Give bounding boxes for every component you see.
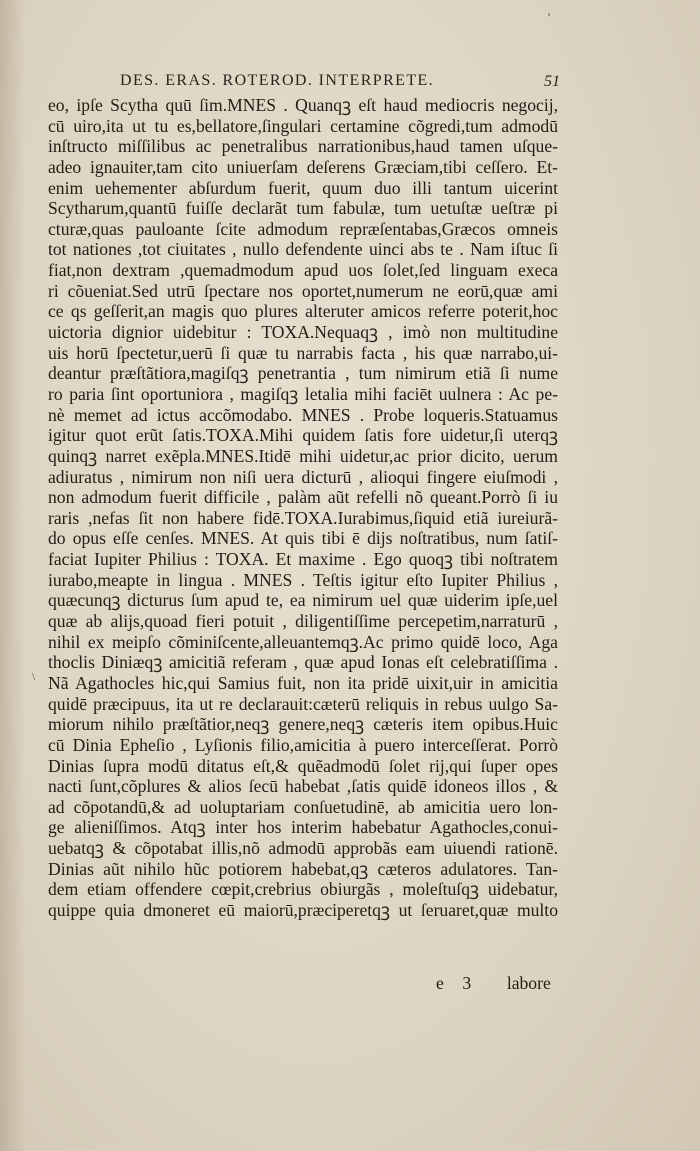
text-line: nè memet ad ictus accõmodabo. MNES . Probe loqueris.Statuamus bbox=[48, 404, 558, 425]
text-line: uis horū ſpectetur,uerū ſi quæ tu narrabis facta , his quæ narrabo,ui- bbox=[48, 342, 558, 363]
text-line: cturæ,quas pauloante ſcite admodum repræſentabas,Græcos omneis bbox=[48, 218, 558, 239]
text-line: Dinias ſupra modū ditatus eſt,& quẽadmodū ſolet rĳ,qui ſuper opes bbox=[48, 755, 558, 776]
text-line: Dinias aũt nihilo hũc potiorem habebat,qꝫ cæteros adulatores. Tan- bbox=[48, 858, 558, 879]
binding-shadow bbox=[0, 0, 26, 1151]
text-line: quidē præcipuus, ita ut re declarauit:cæterū reliquis in rebus uulgo Sa- bbox=[48, 693, 558, 714]
text-line: thoclis Diniæqꝫ amicitiã referam , quæ apud Ionas eſt celebratiſſima . bbox=[48, 652, 558, 673]
text-line: eo, ipſe Scytha quū ſim.MNES . Quanqꝫ eſt haud mediocris negocij, bbox=[48, 95, 558, 115]
text-line: faciat Iupiter Philius : TOXA. Et maxime . Ego quoqꝫ tibi noſtratem bbox=[48, 549, 558, 570]
text-line: deantur præſtãtiora,magiſqꝫ penetrantia , tum nimirum etiã ſi nume bbox=[48, 363, 558, 384]
catchword: labore bbox=[506, 973, 551, 993]
text-line: miorum nihilo præſtãtior,neqꝫ genere,neqꝫ cæteris item opibus.Huic bbox=[48, 714, 558, 735]
text-line: cū Dinia Epheſio , Lyſionis filio,amicitia à puero interceſſerat. Porrò bbox=[48, 734, 558, 755]
text-line: quæcunqꝫ dicturus ſum apud te, ea nimirum uel quæ uiderim ipſe,uel bbox=[48, 590, 558, 611]
running-head: DES. ERAS. ROTEROD. INTERPRETE. bbox=[120, 72, 435, 89]
text-line: cū uiro,ita ut tu es,bellatore,ſingulari certamine cõgredi,tum admodū bbox=[48, 115, 558, 136]
text-line: adeo ignauiter,tam cito uniuerſam deſerens Græciam,tibi ceſſero. Et- bbox=[48, 156, 558, 177]
text-line: Scytharum,quantū fuiſſe declarãt tum fabulæ, tum uetuſtæ ueſtræ pi bbox=[48, 198, 558, 219]
signature-line bbox=[436, 973, 551, 994]
text-line: nihil ex meipſo cõminiſcente,alleuantemqꝫ.Ac primo quidē loco, Aga bbox=[48, 631, 558, 652]
text-line: Nã Agathocles hic,qui Samius fuit, non ita pridē uixit,uir in amicitia bbox=[48, 672, 558, 693]
text-line: quæ ab alijs,quoad fieri potuit , diligentiſſime percepetim,narraturū , bbox=[48, 611, 558, 632]
text-line: dem etiam offendere cœpit,crebrius obiurgãs , moleſtuſqꝫ uidebatur, bbox=[48, 879, 558, 900]
text-line: inſtructo miſſilibus ac penetralibus narrationibus,haud tamen uſque- bbox=[48, 136, 558, 157]
margin-mark: \ bbox=[32, 671, 36, 683]
text-line: raris ,nefas ſit non habere fidē.TOXA.Iurabimus,ſiquid etiã iureiurã- bbox=[48, 507, 558, 528]
text-line: ge alieniſſimos. Atqꝫ inter hos interim habebatur Agathocles,conui- bbox=[48, 817, 558, 838]
corner-mark: ' bbox=[548, 10, 551, 24]
text-line: non admodum fuerit difficile , palàm aũt refelli nõ queant.Porrò ſi iu bbox=[48, 487, 558, 508]
text-line: adiuratus , nimirum non niſi uera dicturū , alioqui fingere eiuſmodi , bbox=[48, 466, 558, 487]
text-line: tot nationes ,tot ciuitates , nullo defendente uinci abs te . Nam iſtuc ſi bbox=[48, 239, 558, 260]
text-line: do opus eſſe cenſes. MNES. At quis tibi ē dijs noſtratibus, num ſatiſ- bbox=[48, 528, 558, 549]
text-line: igitur quot erũt ſatis.TOXA.Mihi quidem ſatis fore uidetur,ſi uterqꝫ bbox=[48, 425, 558, 446]
text-line: uictoria dignior uidebitur : TOXA.Nequaqꝫ , imò non multitudine bbox=[48, 322, 558, 343]
text-line: fiat,non dextram ,quemadmodum apud uos ſolet,ſed linguam execa bbox=[48, 260, 558, 281]
text-line: ro paria ſint oportuniora , magiſqꝫ letalia mihi faciēt uulnera : Ac pe- bbox=[48, 383, 558, 404]
text-line: quinqꝫ narret exẽpla.MNES.Itidē mihi uidetur,ac prior dicito, uerum bbox=[48, 445, 558, 466]
text-line: uebatqꝫ & cõpotabat illis,nõ admodū approbãs eam uiuendi rationē. bbox=[48, 838, 558, 859]
folio-number: 51 bbox=[544, 73, 560, 90]
text-line: nacti ſunt,cõplures & alios ſecū habebat ,ſatis quidē idoneos illos , & bbox=[48, 776, 558, 797]
signature-letter: e bbox=[436, 973, 444, 993]
text-line: enim uehementer abſurdum fuerit, quum duo illi tantum uicerint bbox=[48, 177, 558, 198]
text-line: ri cõueniat.Sed utrū ſpectare nos oportet,numerum ne eorū,quæ ami bbox=[48, 280, 558, 301]
signature-number: 3 bbox=[462, 973, 472, 993]
text-line: ce qs geſſerit,an magis quo plures alteruter amicos referre poterit,hoc bbox=[48, 301, 558, 322]
text-line: iurabo,meapte in lingua . MNES . Teſtis igitur eſto Iupiter Philius , bbox=[48, 569, 558, 590]
text-line: quippe quia dmoneret eū maiorū,præciperetqꝫ ut ſeruaret,quæ multo bbox=[48, 899, 558, 920]
text-block bbox=[48, 95, 558, 921]
text-line: ad cõpotandū,& ad uoluptariam conſuetudinē, ab amicitia uero lon- bbox=[48, 796, 558, 817]
